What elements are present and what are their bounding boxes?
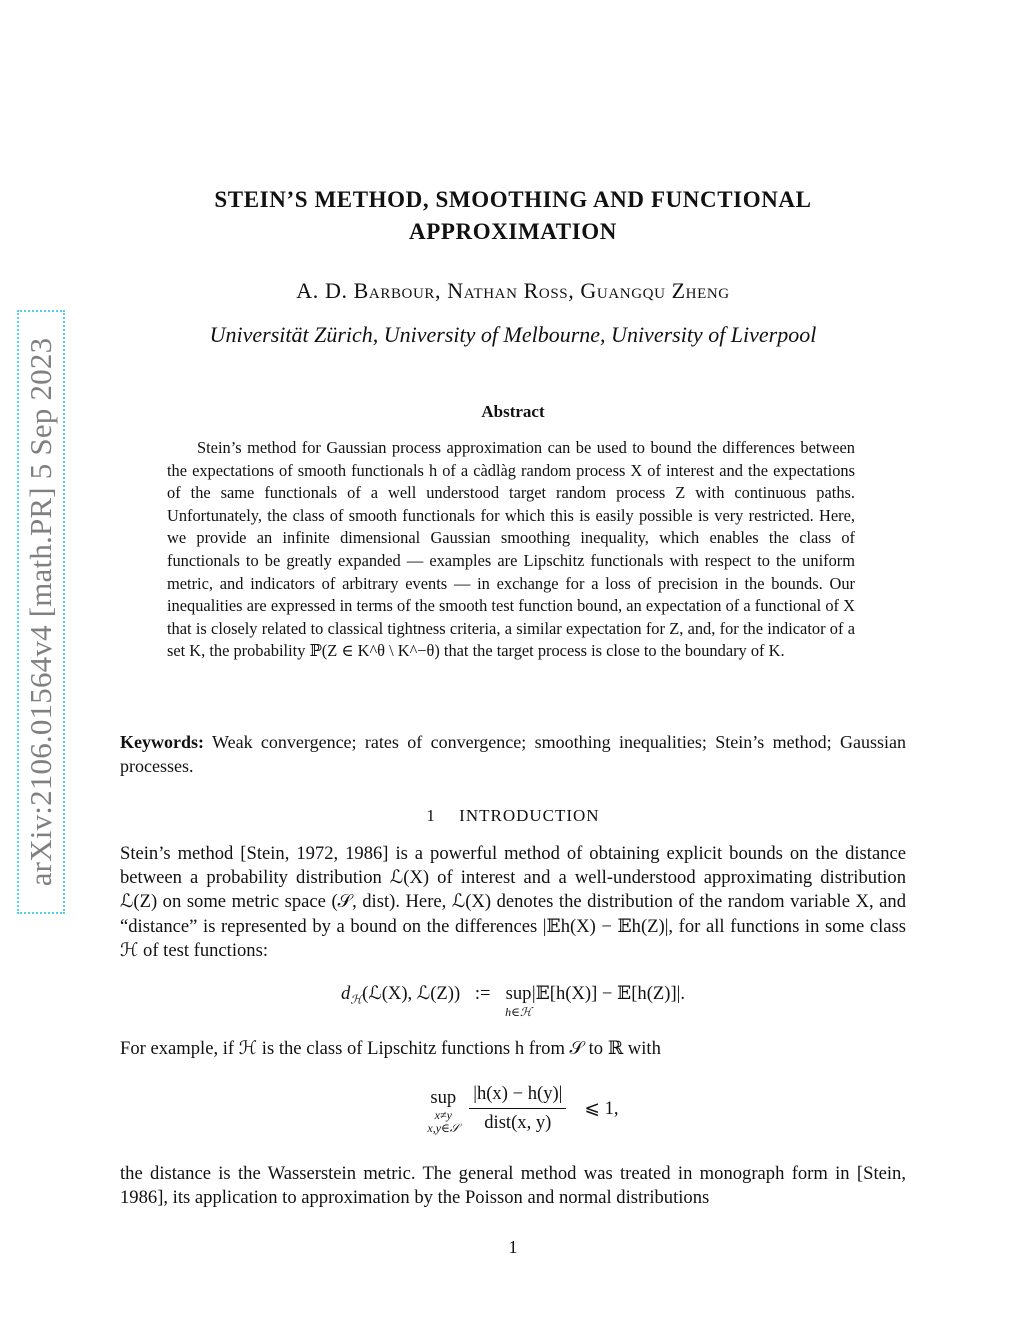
eq1-lhs: d xyxy=(340,983,351,1004)
eq1-sup-block xyxy=(505,982,532,1019)
intro-paragraph-2: For example, if ℋ is the class of Lipschitz functions h from 𝒮 to ℝ with xyxy=(120,1038,661,1059)
section-title: INTRODUCTION xyxy=(459,806,600,825)
eq1-define: := xyxy=(474,983,491,1004)
eq2-sup-subscript-1: x≠y xyxy=(434,1107,452,1122)
keywords-text: Weak convergence; rates of convergence; smoothing inequalities; Stein’s method; Gaussian processes. xyxy=(120,732,906,776)
title-line-1: STEIN’S METHOD, SMOOTHING AND FUNCTIONAL xyxy=(214,187,812,212)
intro-paragraph-1: Stein’s method [Stein, 1972, 1986] is a powerful method of obtaining explicit bounds on the distance between a probability distribution ℒ(X) of interest and a well-understood approximating distribution ℒ(Z) on some metric space (𝒮, dist). Here, ℒ(X) denotes the distribution of the random variable X, and “distance” is represented by a bound on the differences |𝔼h(X) − 𝔼h(Z)|, for all functions in some class ℋ of test functions: xyxy=(120,843,906,961)
eq2-fraction xyxy=(469,1082,566,1135)
author-list: A. D. Barbour, Nathan Ross, Guangqu Zheng xyxy=(296,278,730,303)
eq2-sup: sup xyxy=(430,1086,457,1108)
abstract-heading: Abstract xyxy=(481,402,545,421)
keywords-label: Keywords: xyxy=(120,732,204,752)
eq2-body xyxy=(427,1082,618,1135)
arxiv-sidebar xyxy=(17,310,65,914)
section-heading xyxy=(120,806,906,826)
eq1-sup-subscript: h∈ℋ xyxy=(505,1005,532,1019)
eq1-lhs-subscript: ℋ xyxy=(350,992,363,1007)
paper-title xyxy=(120,184,906,248)
eq2-sup-subscript-2: x,y∈𝒮 xyxy=(427,1120,460,1135)
eq2-rhs: ⩽ 1, xyxy=(584,1097,619,1119)
keywords xyxy=(120,730,906,778)
eq2-denominator: dist(x, y) xyxy=(484,1112,552,1133)
intro-paragraph-3: the distance is the Wasserstein metric. The general method was treated in monograph form in [Stein, 1986], its application to approximation by the Poisson and normal distributions xyxy=(120,1163,906,1208)
eq1-rhs: |𝔼[h(X)] − 𝔼[h(Z)]|. xyxy=(531,983,686,1004)
affiliations: Universität Zürich, University of Melbourne, University of Liverpool xyxy=(209,322,817,347)
eq2-numerator: |h(x) − h(y)| xyxy=(469,1082,566,1109)
eq1-arguments: (ℒ(X), ℒ(Z)) xyxy=(362,983,461,1004)
section-number: 1 xyxy=(426,806,436,825)
lipschitz-equation xyxy=(120,1082,906,1135)
title-line-2: APPROXIMATION xyxy=(409,219,617,244)
distance-equation xyxy=(120,982,906,1019)
arxiv-identifier: arXiv:2106.01564v4 [math.PR] 5 Sep 2023 xyxy=(23,337,58,887)
eq1-sup: sup xyxy=(505,983,532,1004)
abstract-text: Stein’s method for Gaussian process approximation can be used to bound the differences between the expectations of smooth functionals h of a càdlàg random process X of interest and the expectations of the same functionals of a well understood target random process Z with continuous paths. Unfortunately, the class of smooth functionals for which this is easily possible is very restricted. Here, we provide an infinite dimensional Gaussian smoothing inequality, which enables the class of functionals to be greatly expanded — examples are Lipschitz functionals with respect to the uniform metric, and indicators of arbitrary events — in exchange for a loss of precision in the bounds. Our inequalities are expressed in terms of the smooth test function bound, an expectation of a functional of X that is closely related to classical tightness criteria, a similar expectation for Z, and, for the indicator of a set K, the probability ℙ(Z ∈ K^θ \ K^−θ) that the target process is close to the boundary of K. xyxy=(167,438,855,661)
eq2-sup-block xyxy=(427,1087,459,1135)
page-number: 1 xyxy=(508,1237,518,1257)
